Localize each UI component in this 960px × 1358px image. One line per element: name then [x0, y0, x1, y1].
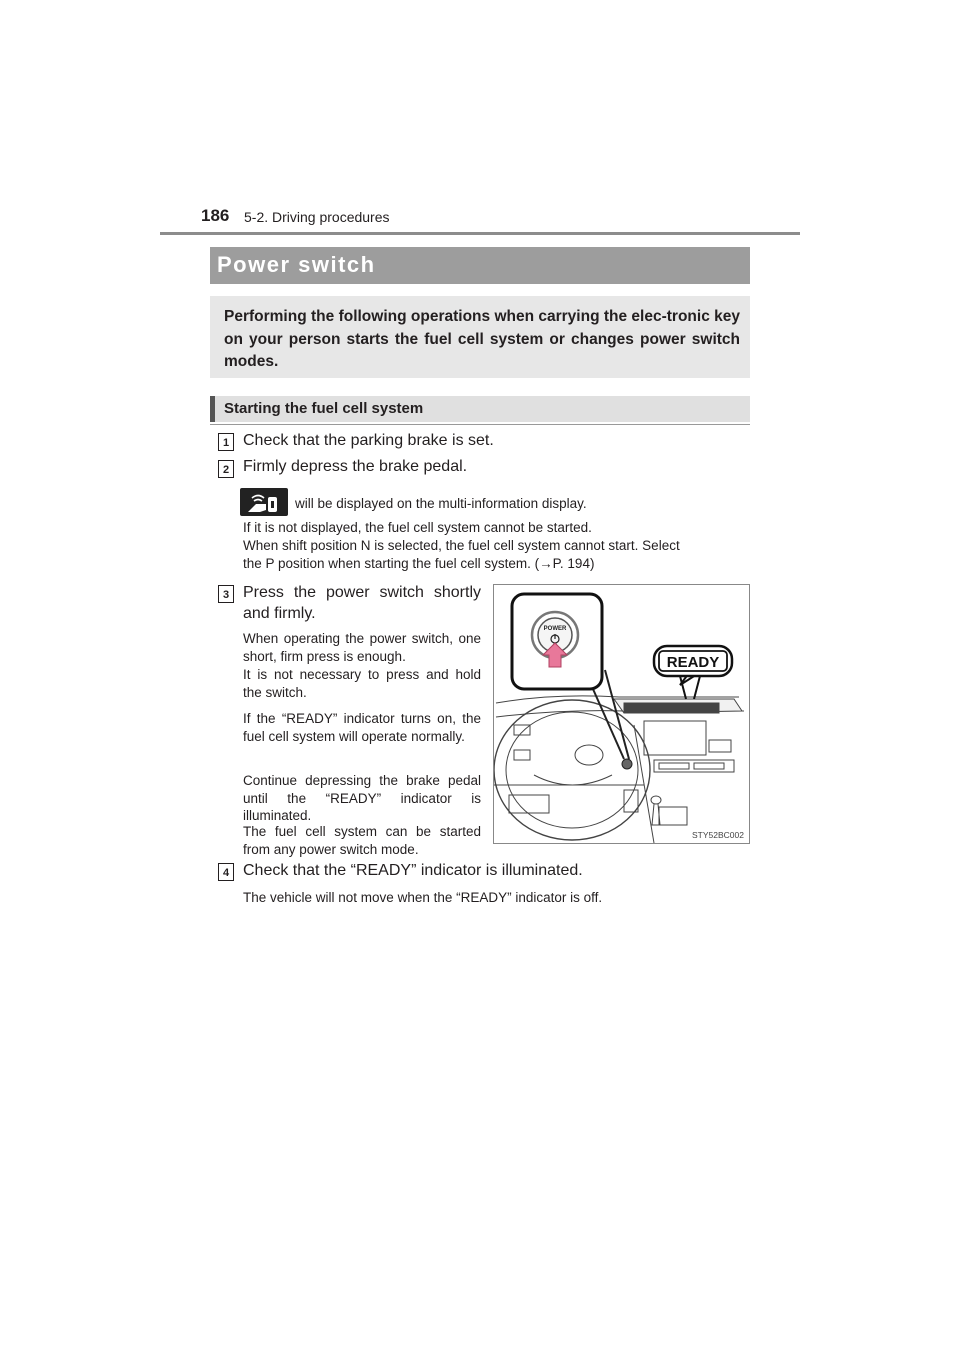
- subheading-bar: [210, 396, 750, 422]
- step-3-note-1: When operating the power switch, one short, firm press is enough.: [243, 631, 481, 664]
- step-1-text: Check that the parking brake is set.: [243, 432, 494, 449]
- step-number-3: 3: [218, 585, 234, 603]
- step-3-note-5: The fuel cell system can be started from any power switch mode.: [243, 824, 481, 857]
- step-number-2: 2: [218, 460, 234, 478]
- step-4-text: Check that the “READY” indicator is illuminated.: [243, 862, 583, 879]
- step-2-note-line-2: If it is not displayed, the fuel cell system cannot be started.: [243, 520, 592, 535]
- step-2-note-icon-line: will be displayed on the multi-information display.: [295, 496, 587, 511]
- intro-text: Performing the following operations when carrying the elec-tronic key on your person starts the fuel cell system or changes power switch modes.: [224, 308, 740, 370]
- header-rule: [160, 232, 800, 235]
- step-2-note-line-3: When shift position N is selected, the fuel cell system cannot start. Select: [243, 538, 680, 553]
- illustration-code: STY52BC002: [692, 830, 744, 840]
- step-3-text-line-1: Press the power switch shortly: [243, 584, 481, 601]
- step-3-text-line-2: and firmly.: [243, 605, 316, 622]
- step-number-1: 1: [218, 433, 234, 451]
- step-2-text: Firmly depress the brake pedal.: [243, 458, 468, 475]
- section-reference: 5-2. Driving procedures: [244, 209, 390, 225]
- step-3-note-2: It is not necessary to press and hold the switch.: [243, 667, 481, 700]
- ready-indicator-label: READY: [666, 654, 720, 671]
- subheading-rule: [210, 424, 750, 425]
- step-4-note: The vehicle will not move when the “READY” indicator is off.: [243, 890, 603, 905]
- dashboard-drawing: [494, 585, 749, 843]
- power-button-label: POWER: [543, 626, 567, 632]
- page-reference-link[interactable]: P. 194): [552, 556, 595, 571]
- dashboard-illustration: [493, 584, 750, 844]
- subheading-accent: [210, 396, 215, 422]
- step-3-note-4: Continue depressing the brake pedal until the “READY” indicator is illuminated.: [243, 773, 481, 824]
- page-title: Power switch: [217, 252, 376, 277]
- arrow-right-icon: →: [539, 556, 553, 571]
- step-number-4: 4: [218, 863, 234, 881]
- subheading: Starting the fuel cell system: [224, 400, 424, 417]
- page-number: 186: [201, 206, 230, 225]
- step-2-note-line-4-text: the P position when starting the fuel cell system. (: [243, 556, 540, 571]
- step-2-note-line-4: [243, 555, 594, 573]
- title-bar: [210, 247, 750, 284]
- key-fob-icon: [240, 488, 288, 516]
- step-3-note-3: If the “READY” indicator turns on, the fuel cell system will operate normally.: [243, 711, 481, 744]
- intro-box: [210, 296, 750, 378]
